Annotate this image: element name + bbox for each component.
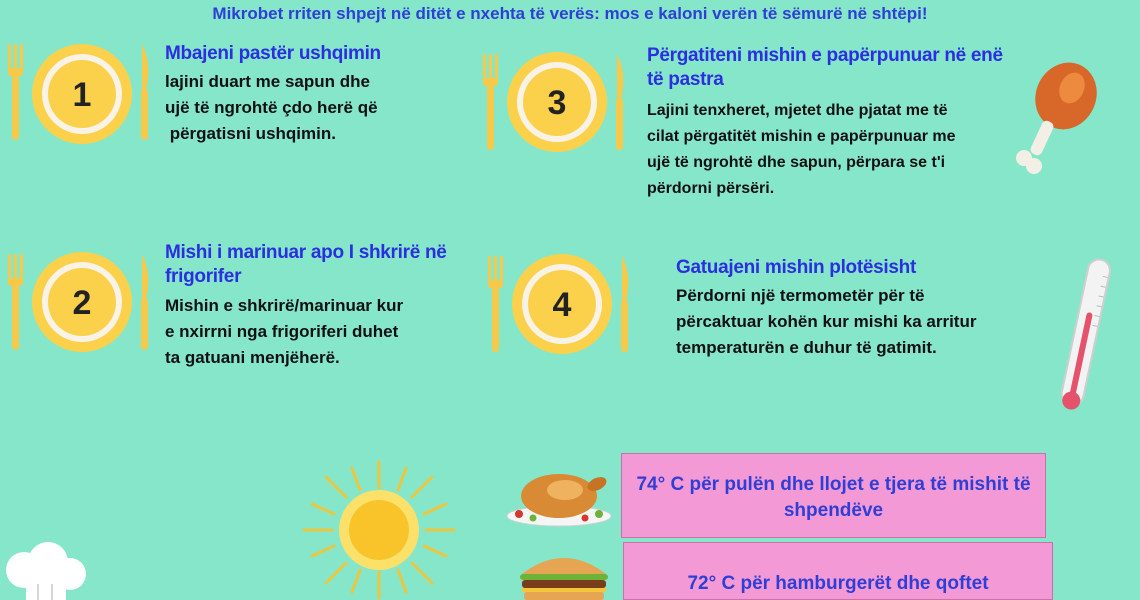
chicken-leg-icon bbox=[1010, 58, 1100, 176]
step-number-1: 1 bbox=[72, 76, 92, 114]
temperature-burger-box: 72° C për hamburgerët dhe qoftet bbox=[623, 542, 1053, 600]
plate-icon-step-1 bbox=[0, 38, 160, 148]
step-3-line-1: Lajini tenxheret, mjetet dhe pjatat me të bbox=[647, 102, 948, 119]
step-1-line-1: lajini duart me sapun dhe bbox=[165, 72, 370, 91]
fork-icon bbox=[8, 254, 23, 350]
thermometer-icon bbox=[1050, 252, 1120, 420]
chef-hat-icon bbox=[0, 540, 90, 600]
roast-chicken-icon bbox=[503, 462, 615, 532]
plate-icon-step-3 bbox=[475, 48, 635, 158]
step-2-line-3: ta gatuani menjëherë. bbox=[165, 348, 340, 367]
sun-icon bbox=[294, 460, 464, 600]
knife-icon bbox=[616, 54, 623, 150]
page-header: Mikrobet rriten shpejt në ditët e nxehta të verës: mos e kaloni verën të sëmurë në shtëpi! bbox=[212, 4, 928, 23]
step-4-line-1: Përdorni një termometër për të bbox=[676, 286, 925, 305]
fork-icon bbox=[488, 256, 503, 352]
step-number-3: 3 bbox=[547, 84, 567, 122]
step-number-2: 2 bbox=[72, 284, 92, 322]
step-3-title: Përgatiteni mishin e papërpunuar në enë të pastra bbox=[647, 45, 1003, 90]
step-1-line-3: përgatisni ushqimin. bbox=[165, 124, 336, 143]
step-3-line-4: përdorni përsëri. bbox=[647, 180, 775, 197]
step-4-line-3: temperaturën e duhur të gatimit. bbox=[676, 338, 937, 357]
step-4-title: Gatuajeni mishin plotësisht bbox=[676, 257, 916, 278]
step-4-line-2: përcaktuar kohën kur mishi ka arritur bbox=[676, 312, 977, 331]
step-3-line-3: ujë të ngrohtë dhe sapun, përpara se t'i bbox=[647, 154, 946, 171]
step-3-body bbox=[647, 98, 1017, 202]
step-3-line-2: cilat përgatitët mishin e papërpunuar me bbox=[647, 128, 956, 145]
fork-icon bbox=[8, 44, 23, 140]
knife-icon bbox=[141, 44, 148, 140]
burger-icon bbox=[516, 548, 612, 600]
plate-icon-step-4 bbox=[480, 250, 640, 360]
step-1-title: Mbajeni pastër ushqimin bbox=[165, 43, 381, 64]
step-1-body bbox=[165, 69, 465, 147]
temperature-poultry-box: 74° C për pulën dhe llojet e tjera të mishit të shpendëve bbox=[621, 453, 1046, 538]
step-2-line-2: e nxirrni nga frigoriferi duhet bbox=[165, 322, 399, 341]
step-1-line-2: ujë të ngrohtë çdo herë që bbox=[165, 98, 378, 117]
step-2-body bbox=[165, 293, 465, 371]
step-2-title: Mishi i marinuar apo I shkrirë në frigorifer bbox=[165, 242, 447, 287]
step-number-4: 4 bbox=[552, 286, 572, 324]
step-4-body bbox=[676, 283, 1036, 361]
step-2-line-1: Mishin e shkrirë/marinuar kur bbox=[165, 296, 404, 315]
knife-icon bbox=[141, 254, 148, 350]
plate-icon-step-2 bbox=[0, 248, 160, 358]
knife-icon bbox=[621, 256, 628, 352]
fork-icon bbox=[483, 54, 498, 150]
